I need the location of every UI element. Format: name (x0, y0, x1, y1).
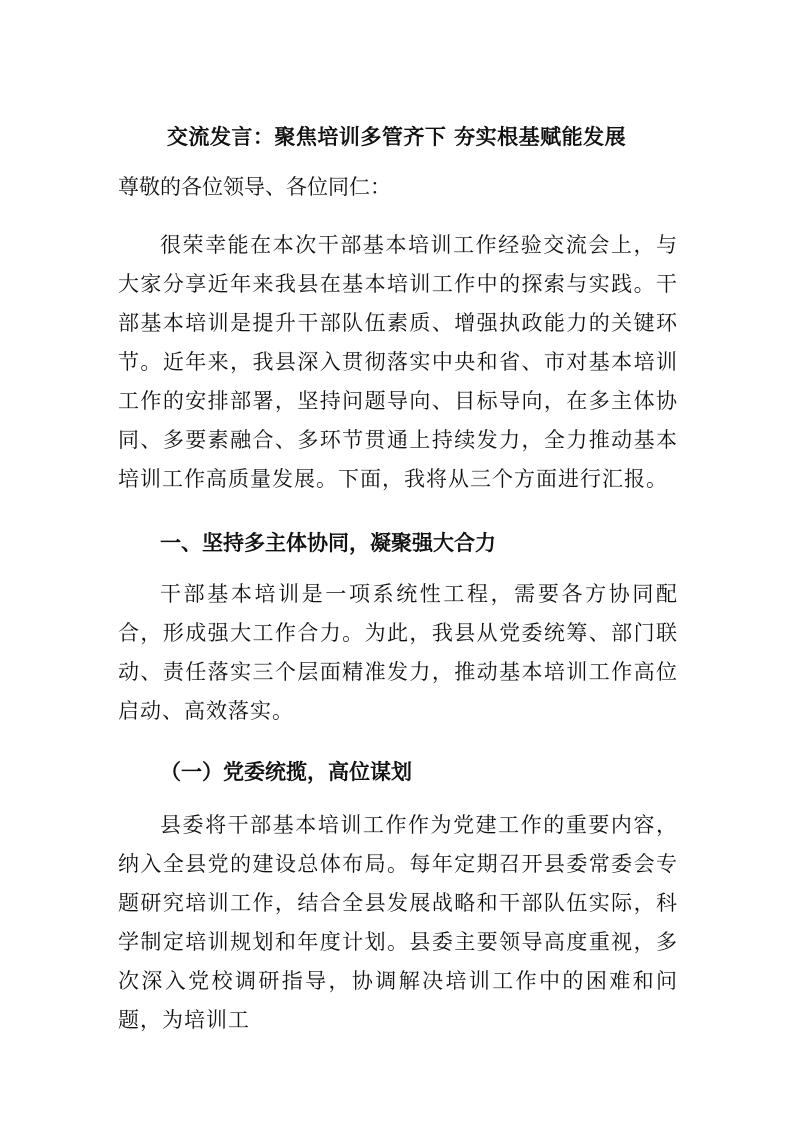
salutation: 尊敬的各位领导、各位同仁： (118, 175, 391, 199)
subsection-heading-1: （一）党委统揽，高位谋划 (160, 759, 412, 784)
paragraph-intro: 很荣幸能在本次干部基本培训工作经验交流会上，与大家分享近年来我县在基本培训工作中的探索与实践。干部基本培训是提升干部队伍素质、增强执政能力的关键环节。近年来，我县深入贯彻落实中央和省、市对基本培训工作的安排部署，坚持问题导向、目标导向，在多主体协同、多要素融合、多环节贯通上持续发力，全力推动基本培训工作高质量发展。下面，我将从三个方面进行汇报。 (118, 233, 678, 491)
paragraph-section-1: 干部基本培训是一项系统性工程，需要各方协同配合，形成强大工作合力。为此，我县从党委统筹、部门联动、责任落实三个层面精准发力，推动基本培训工作高位启动、高效落实。 (118, 582, 678, 723)
section-heading-1: 一、坚持多主体协同，凝聚强大合力 (160, 530, 496, 555)
paragraph-subsection-1: 县委将干部基本培训工作作为党建工作的重要内容，纳入全县党的建设总体布局。每年定期召开县委常委会专题研究培训工作，结合全县发展战略和干部队伍实际，科学制定培训规划和年度计划。县委主要领导高度重视，多次深入党校调研指导，协调解决培训工作中的困难和问题，为培训工 (118, 813, 678, 1032)
document-title: 交流发言：聚焦培训多管齐下 夯实根基赋能发展 (166, 124, 627, 149)
